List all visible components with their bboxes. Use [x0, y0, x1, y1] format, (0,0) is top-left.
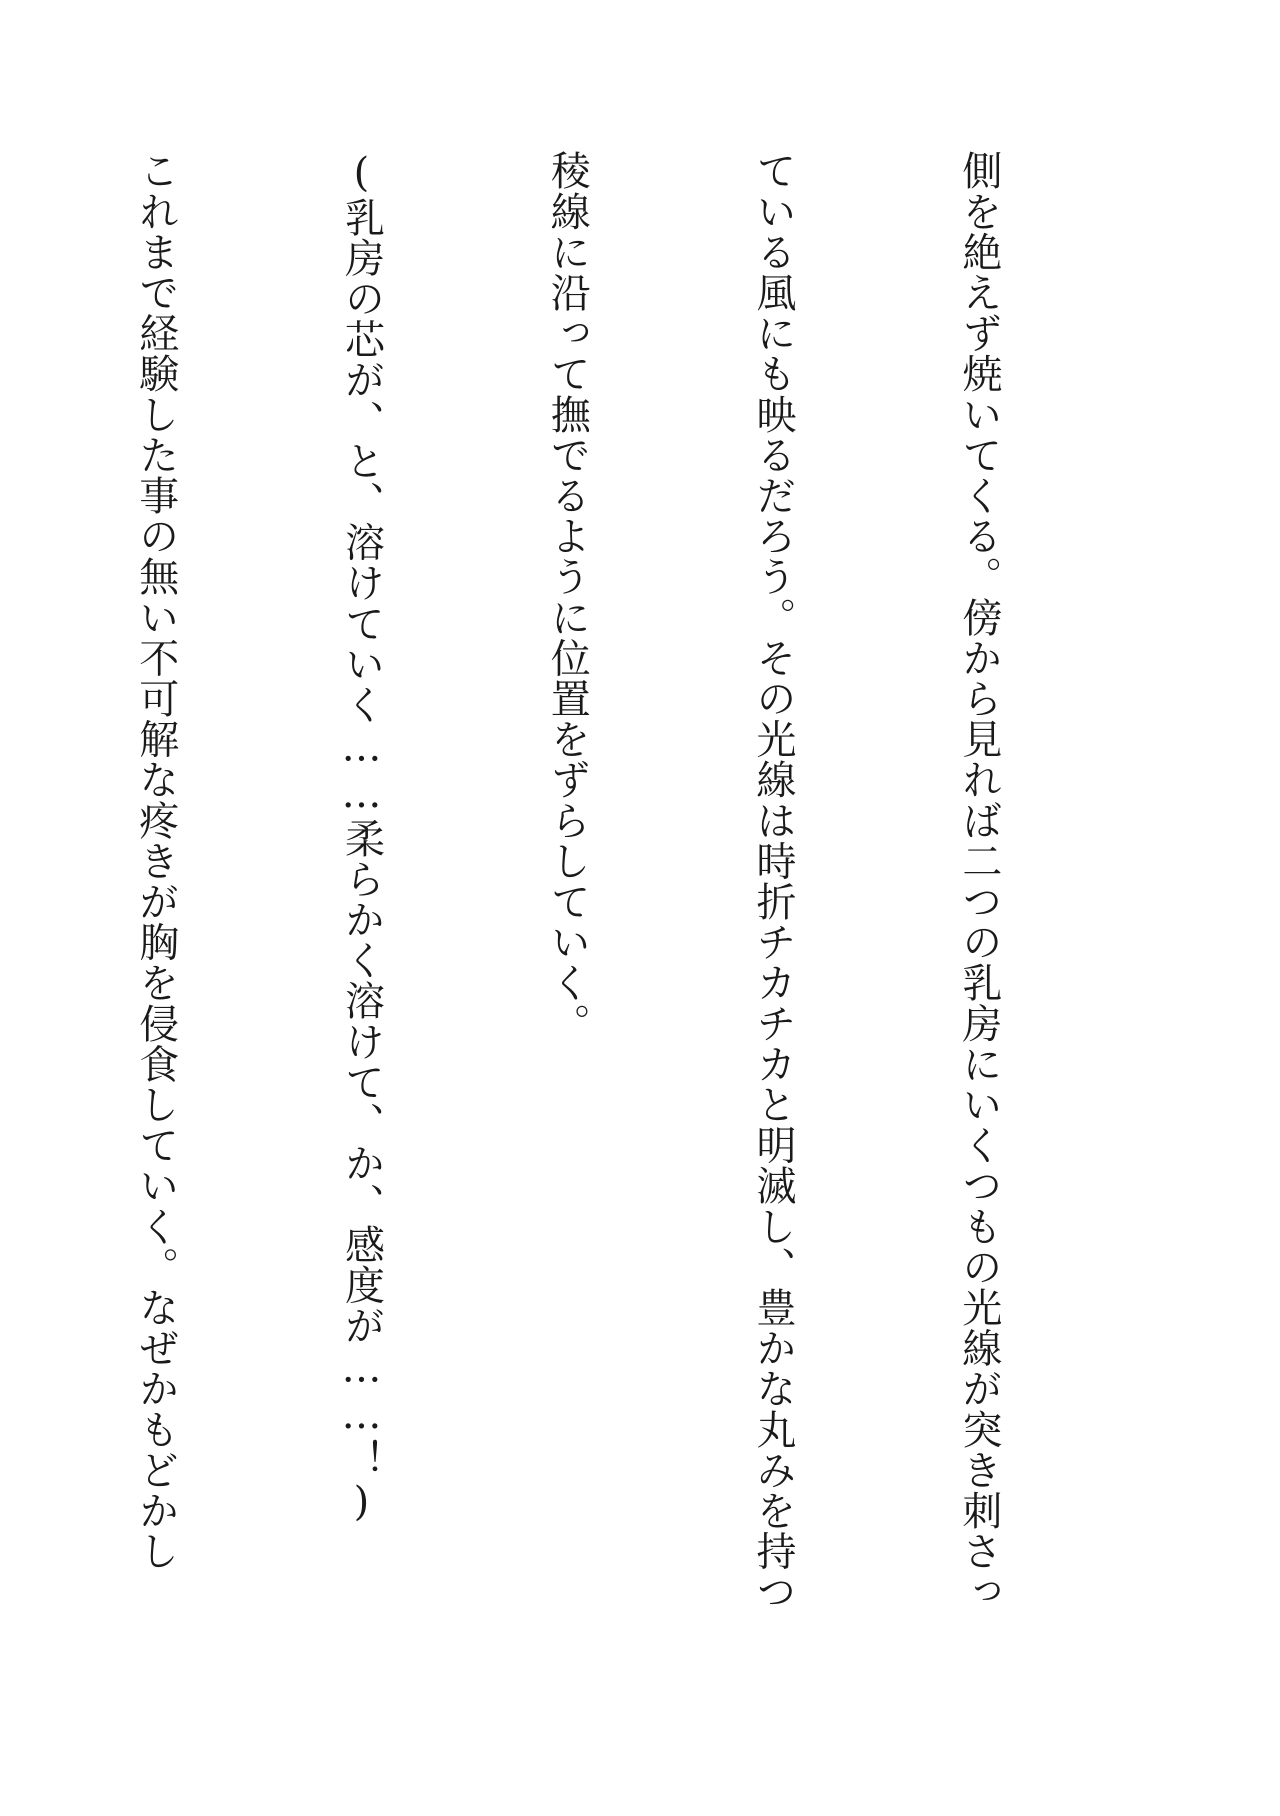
text-line: これまで経験した事の無い不可解な疼きが胸を侵食していく。なぜかもどかし — [132, 150, 179, 1571]
text-line: 稜線に沿って撫でるように位置をずらしていく。 — [544, 150, 591, 1044]
vertical-text-body — [100, 150, 1150, 1710]
text-line: ている風にも映るだろう。その光線は時折チカチカと明滅し、豊かな丸みを持つ — [750, 150, 797, 1612]
text-line: (乳房の芯が、と、溶けていく……柔らかく溶けて、か、感度が……！) — [338, 150, 385, 1526]
text-line: 側を絶えず焼いてくる。傍から見れば二つの乳房にいくつもの光線が突き刺さっ — [955, 150, 1002, 1612]
